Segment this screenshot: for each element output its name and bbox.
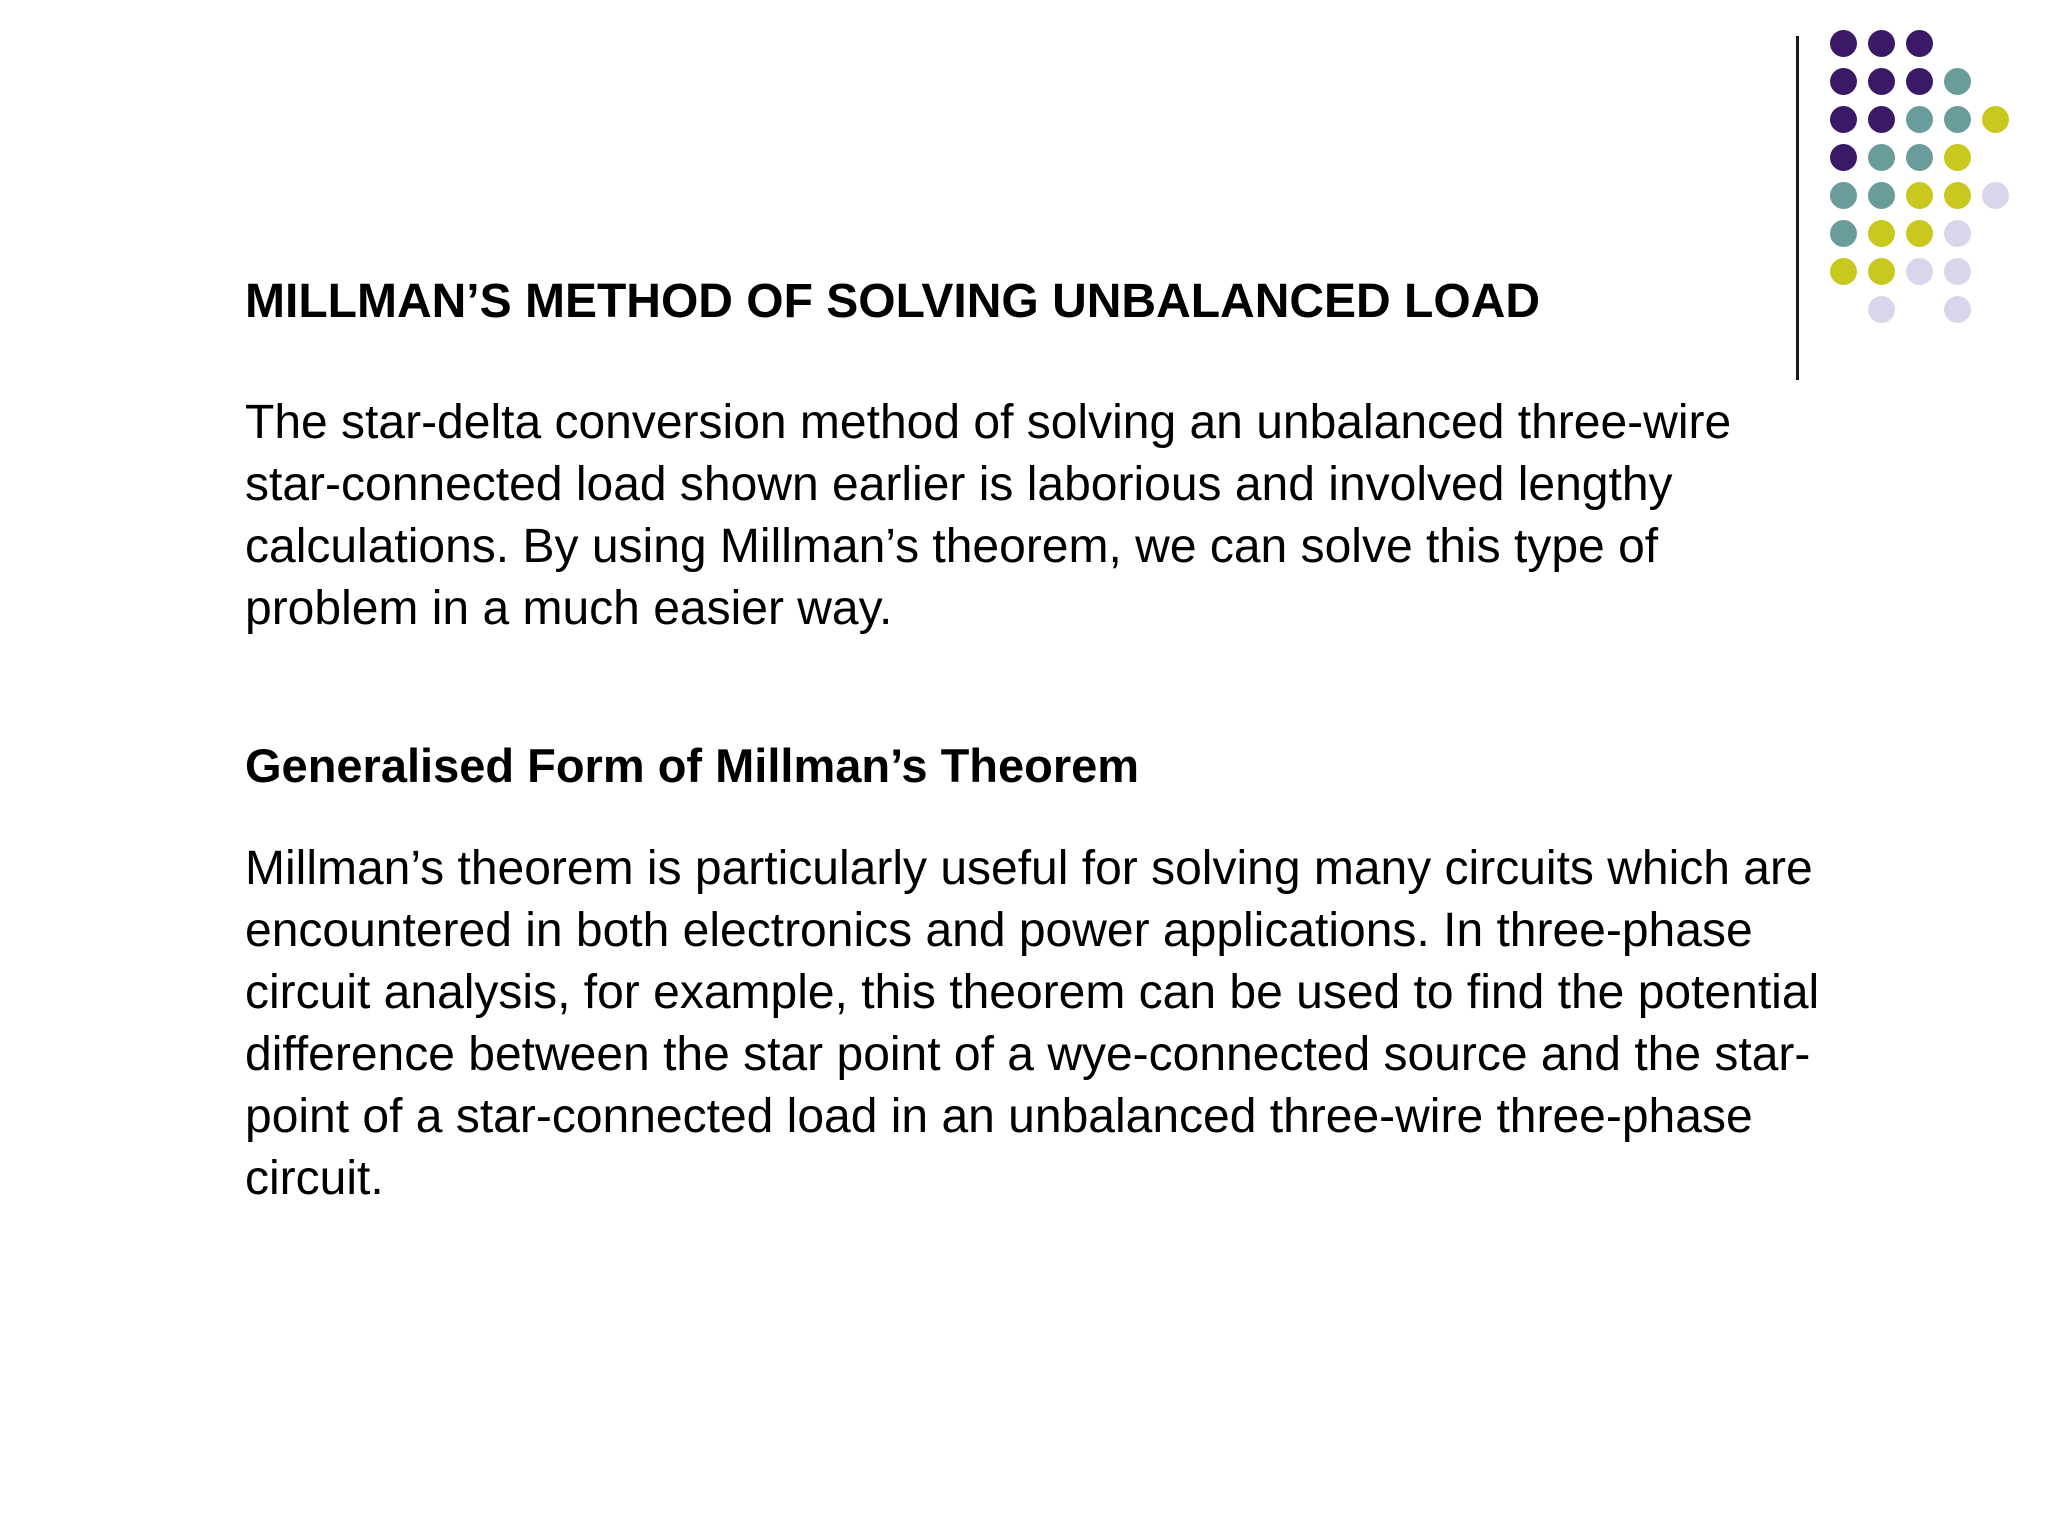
decorative-dot	[1906, 68, 1933, 95]
decorative-dot	[1868, 30, 1895, 57]
section-subtitle: Generalised Form of Millman’s Theorem	[245, 739, 1140, 792]
decorative-dot	[1906, 258, 1933, 285]
decorative-dot	[1944, 296, 1971, 323]
decorative-dot	[1944, 220, 1971, 247]
decorative-dot-grid	[1830, 30, 2030, 340]
decorative-dot	[1868, 296, 1895, 323]
decorative-dot	[1868, 106, 1895, 133]
decorative-dot	[1868, 182, 1895, 209]
decorative-dot	[1906, 106, 1933, 133]
decorative-dot	[1830, 30, 1857, 57]
decorative-dot	[1944, 182, 1971, 209]
decorative-dot	[1944, 106, 1971, 133]
decorative-dot	[1906, 30, 1933, 57]
decorative-dot	[1830, 106, 1857, 133]
decorative-dot	[1944, 68, 1971, 95]
decorative-dot	[1906, 144, 1933, 171]
decorative-dot	[1830, 258, 1857, 285]
decorative-dot	[1830, 68, 1857, 95]
decorative-dot	[1830, 144, 1857, 171]
decorative-dot	[1830, 182, 1857, 209]
decorative-dot	[1868, 258, 1895, 285]
decorative-dot	[1944, 144, 1971, 171]
slide-title: MILLMAN’S METHOD OF SOLVING UNBALANCED LOAD	[245, 275, 1541, 328]
decorative-dot	[1982, 106, 2009, 133]
decorative-dot	[1906, 182, 1933, 209]
intro-paragraph: The star-delta conversion method of solving an unbalanced three-wire star-connected load shown earlier is laborious and involved lengthy calculations. By using Millman’s theorem, we can solve this type of problem in a much easier way.	[245, 396, 1732, 635]
decorative-vertical-line	[1796, 36, 1799, 380]
decorative-dot	[1944, 258, 1971, 285]
theorem-paragraph: Millman’s theorem is particularly useful for solving many circuits which are encountered in both electronics and power applications. In three-phase circuit analysis, for example, this theorem can be used to find the potential difference between the star point of a wye-connected source and the star-point of a star-connected load in an unbalanced three-wire three-phase circuit.	[245, 842, 1820, 1205]
decorative-dot	[1982, 182, 2009, 209]
decorative-dot	[1868, 220, 1895, 247]
decorative-dot	[1868, 68, 1895, 95]
decorative-dot	[1830, 220, 1857, 247]
decorative-dot	[1906, 220, 1933, 247]
decorative-dot	[1868, 144, 1895, 171]
